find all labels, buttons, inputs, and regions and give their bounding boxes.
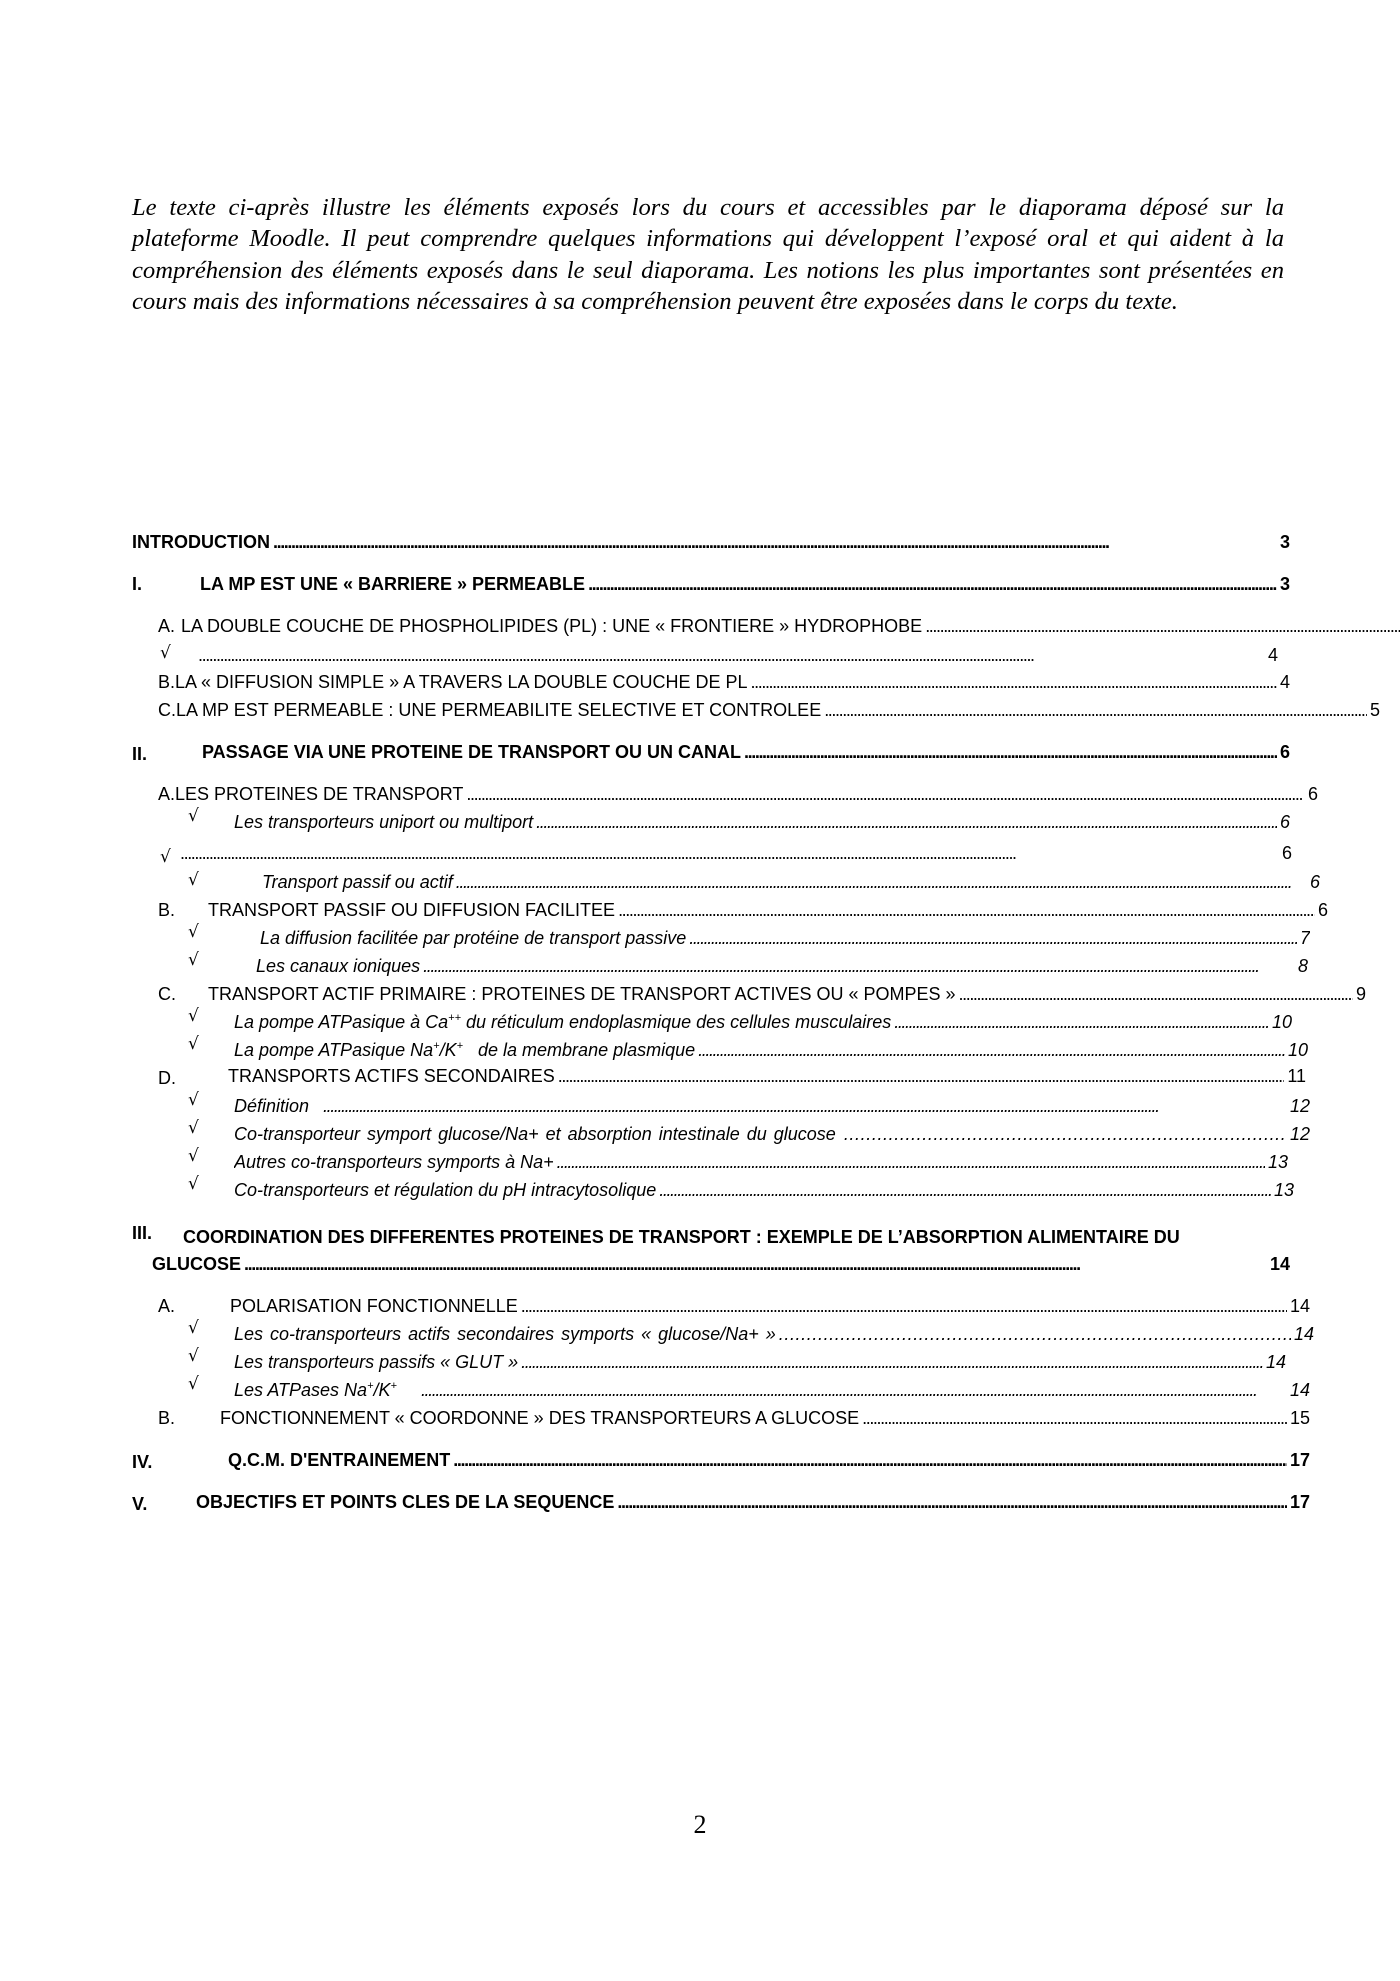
toc-entry-s1b[interactable] xyxy=(158,669,1290,695)
toc-page: 15 xyxy=(1289,1407,1310,1428)
toc-page: 10 xyxy=(1287,1039,1308,1060)
toc-leader xyxy=(698,1040,1285,1061)
toc-page: 14 xyxy=(1265,1351,1286,1372)
page-number: 2 xyxy=(693,1810,707,1839)
check-mark-icon: √ xyxy=(188,1174,199,1194)
toc-title: Q.C.M. D'ENTRAINEMENT xyxy=(228,1449,451,1470)
check-mark-icon: √ xyxy=(160,643,171,663)
toc-subsection-number: B. xyxy=(158,1407,176,1428)
toc-entry-s1c[interactable] xyxy=(158,697,1380,723)
toc-page: 14 xyxy=(1289,1379,1310,1400)
toc-leader xyxy=(536,812,1277,833)
toc-leader xyxy=(618,900,1315,921)
toc-title: TRANSPORTS ACTIFS SECONDAIRES xyxy=(228,1065,555,1086)
intro-paragraph: Le texte ci-après illustre les éléments exposés lors du cours et accessibles par le diaporama déposé sur la plateforme Moodle. Il peut comprendre quelques informations qui développent l’exposé oral et qui aident à la compréhension des éléments exposés dans le seul diaporama. Les notions les plus importantes sont présentées en cours mais des informations nécessaires à sa compréhension peuvent être exposées dans le corps du texte. xyxy=(132,194,1284,316)
toc-entry-s3[interactable] xyxy=(183,1224,1313,1250)
toc-entry-introduction[interactable] xyxy=(132,529,1290,555)
toc-title: Les ATPases Na+/K+ xyxy=(234,1379,397,1400)
toc-title: TRANSPORT ACTIF PRIMAIRE : PROTEINES DE TRANSPORT ACTIVES OU « POMPES » xyxy=(208,983,956,1004)
toc-leader xyxy=(323,1096,1276,1117)
toc-page: 14 xyxy=(1269,1253,1290,1274)
toc-page: 4 xyxy=(1279,671,1290,692)
toc-title: GLUCOSE xyxy=(152,1253,242,1274)
toc-page: 6 xyxy=(1279,741,1290,762)
toc-leader xyxy=(421,1380,1287,1401)
toc-page: 5 xyxy=(1369,699,1380,720)
toc-title: FONCTIONNEMENT « COORDONNE » DES TRANSPORTEURS A GLUCOSE xyxy=(220,1407,860,1428)
toc-page: 6 xyxy=(1281,842,1292,863)
toc-leader xyxy=(844,1124,1287,1145)
toc-page: 11 xyxy=(1287,1065,1306,1086)
toc-page: 3 xyxy=(1279,573,1290,594)
check-mark-icon: √ xyxy=(188,922,199,942)
toc-title: LA « DIFFUSION SIMPLE » A TRAVERS LA DOUBLE COUCHE DE PL xyxy=(175,671,748,692)
toc-leader xyxy=(557,1152,1265,1173)
toc-title: OBJECTIFS ET POINTS CLES DE LA SEQUENCE xyxy=(196,1491,615,1512)
toc-entry-s2b1[interactable] xyxy=(260,925,1310,951)
toc-title: Définition xyxy=(234,1095,310,1116)
toc-entry-s2d1[interactable] xyxy=(234,1093,1310,1119)
check-mark-icon: √ xyxy=(188,1118,199,1138)
toc-leader xyxy=(521,1296,1287,1317)
check-mark-icon: √ xyxy=(188,1090,199,1110)
toc-leader xyxy=(744,742,1277,763)
toc-leader xyxy=(659,1180,1271,1201)
toc-entry-s2[interactable] xyxy=(202,739,1290,765)
toc-leader xyxy=(180,843,1279,864)
toc-subsection-number: C. xyxy=(158,983,176,1004)
toc-title: LA MP EST UNE « BARRIERE » PERMEABLE xyxy=(200,573,586,594)
toc-section-number: II. xyxy=(132,743,148,764)
check-mark-icon: √ xyxy=(188,870,199,890)
check-mark-icon: √ xyxy=(188,1346,199,1366)
toc-title: COORDINATION DES DIFFERENTES PROTEINES DE TRANSPORT : EXEMPLE DE L’ABSORPTION ALIMENTAIRE DU xyxy=(183,1226,1180,1247)
toc-entry-s2c[interactable] xyxy=(208,981,1366,1007)
toc-entry-s5[interactable] xyxy=(196,1489,1310,1515)
check-mark-icon: √ xyxy=(188,1146,199,1166)
toc-entry-s2d3[interactable] xyxy=(234,1149,1288,1175)
check-mark-icon: √ xyxy=(160,847,171,867)
toc-title: Co-transporteur symport glucose/Na+ et absorption intestinale du glucose xyxy=(234,1123,836,1144)
toc-section-number: V. xyxy=(132,1493,148,1514)
toc-leader xyxy=(824,700,1367,721)
toc-title: TRANSPORT PASSIF OU DIFFUSION FACILITEE xyxy=(208,899,616,920)
toc-entry-s3a3[interactable] xyxy=(234,1377,1310,1403)
check-mark-icon: √ xyxy=(188,950,199,970)
toc-title: Les co-transporteurs actifs secondaires symports « glucose/Na+ » xyxy=(234,1323,776,1344)
toc-title: LA DOUBLE COUCHE DE PHOSPHOLIPIDES (PL) : UNE « FRONTIERE » HYDROPHOBE xyxy=(181,615,923,636)
toc-num: C. xyxy=(158,699,176,720)
check-mark-icon: √ xyxy=(188,1034,199,1054)
toc-title: Transport passif ou actif xyxy=(262,871,453,892)
toc-entry-s2c2[interactable] xyxy=(234,1037,1308,1063)
check-mark-icon: √ xyxy=(188,1006,199,1026)
toc-title: LES PROTEINES DE TRANSPORT xyxy=(175,783,464,804)
toc-leader xyxy=(558,1066,1285,1087)
toc-page: 12 xyxy=(1289,1123,1310,1144)
toc-page: 17 xyxy=(1289,1449,1310,1470)
toc-section-number: I. xyxy=(132,573,143,594)
toc-subsection-number: B. xyxy=(158,899,176,920)
toc-page: 6 xyxy=(1307,783,1318,804)
toc-page: 9 xyxy=(1355,983,1366,1004)
toc-entry-s2c1[interactable] xyxy=(234,1009,1292,1035)
toc-page: 12 xyxy=(1289,1095,1310,1116)
check-mark-icon: √ xyxy=(188,1374,199,1394)
toc-entry-s1a-continued[interactable] xyxy=(198,642,1278,668)
toc-page: 14 xyxy=(1293,1323,1314,1344)
toc-title: INTRODUCTION xyxy=(132,531,270,552)
toc-section-number: III. xyxy=(132,1222,153,1243)
toc-title: PASSAGE VIA UNE PROTEINE DE TRANSPORT OU UN CANAL xyxy=(202,741,742,762)
toc-title: La pompe ATPasique à Ca++ du réticulum endoplasmique des cellules musculaires xyxy=(234,1011,892,1032)
toc-entry-s2d[interactable] xyxy=(228,1063,1306,1089)
check-mark-icon: √ xyxy=(188,1318,199,1338)
toc-leader xyxy=(617,1492,1287,1513)
toc-entry-s2b[interactable] xyxy=(208,897,1328,923)
toc-page: 10 xyxy=(1271,1011,1292,1032)
toc-page: 6 xyxy=(1279,811,1290,832)
toc-entry-s2a-blank[interactable] xyxy=(180,840,1292,866)
toc-leader xyxy=(862,1408,1287,1429)
toc-page: 8 xyxy=(1297,955,1308,976)
toc-title: La diffusion facilitée par protéine de transport passive xyxy=(260,927,687,948)
toc-title: Co-transporteurs et régulation du pH intracytosolique xyxy=(234,1179,657,1200)
toc-title: LA MP EST PERMEABLE : UNE PERMEABILITE SELECTIVE ET CONTROLEE xyxy=(176,699,822,720)
toc-title: Autres co-transporteurs symports à Na+ xyxy=(234,1151,554,1172)
toc-entry-s2a2[interactable] xyxy=(262,869,1320,895)
toc-entry-s2d2[interactable] xyxy=(234,1121,1310,1147)
toc-page: 13 xyxy=(1267,1151,1288,1172)
toc-title: Les canaux ioniques xyxy=(256,955,421,976)
toc-leader xyxy=(244,1254,1267,1275)
toc-entry-s4[interactable] xyxy=(228,1447,1310,1473)
toc-leader xyxy=(588,574,1277,595)
toc-leader xyxy=(466,784,1305,805)
toc-subsection-number: D. xyxy=(158,1067,176,1088)
toc-leader xyxy=(273,532,1277,553)
toc-leader xyxy=(959,984,1353,1005)
toc-section-number: IV. xyxy=(132,1451,153,1472)
toc-entry-s2a1[interactable] xyxy=(234,809,1290,835)
toc-entry-s2d4[interactable] xyxy=(234,1177,1294,1203)
toc-entry-s3a[interactable] xyxy=(230,1293,1310,1319)
toc-leader xyxy=(198,645,1265,666)
toc-entry-s2b2[interactable] xyxy=(256,953,1308,979)
toc-title: La pompe ATPasique Na+/K+ de la membrane plasmique xyxy=(234,1039,696,1060)
toc-entry-s3a1[interactable] xyxy=(234,1321,1314,1347)
toc-page: 14 xyxy=(1289,1295,1310,1316)
toc-title: Les transporteurs passifs « GLUT » xyxy=(234,1351,519,1372)
toc-page: 7 xyxy=(1299,927,1310,948)
toc-page: 13 xyxy=(1273,1179,1294,1200)
toc-leader xyxy=(456,872,1307,893)
toc-leader xyxy=(453,1450,1287,1471)
toc-num: A. xyxy=(158,783,176,804)
toc-entry-s3a2[interactable] xyxy=(234,1349,1286,1375)
toc-num: A. xyxy=(158,615,176,636)
toc-leader xyxy=(689,928,1297,949)
toc-entry-s1a[interactable] xyxy=(158,613,1400,639)
toc-leader xyxy=(779,1324,1291,1345)
toc-subsection-number: A. xyxy=(158,1295,176,1316)
toc-leader xyxy=(894,1012,1269,1033)
toc-leader xyxy=(925,616,1400,637)
toc-entry-s3-continued[interactable] xyxy=(152,1251,1290,1277)
toc-page: 6 xyxy=(1309,871,1320,892)
toc-title: Les transporteurs uniport ou multiport xyxy=(234,811,534,832)
toc-num: B. xyxy=(158,671,176,692)
toc-page: 3 xyxy=(1279,531,1290,552)
toc-entry-s1[interactable] xyxy=(200,571,1290,597)
toc-leader xyxy=(751,672,1277,693)
toc-page: 4 xyxy=(1267,644,1278,665)
toc-leader xyxy=(521,1352,1263,1373)
toc-entry-s3b[interactable] xyxy=(220,1405,1310,1431)
toc-page: 6 xyxy=(1317,899,1328,920)
toc-leader xyxy=(423,956,1295,977)
check-mark-icon: √ xyxy=(188,806,199,826)
toc-page: 17 xyxy=(1289,1491,1310,1512)
toc-title: POLARISATION FONCTIONNELLE xyxy=(230,1295,518,1316)
toc-entry-s2a[interactable] xyxy=(158,781,1318,807)
